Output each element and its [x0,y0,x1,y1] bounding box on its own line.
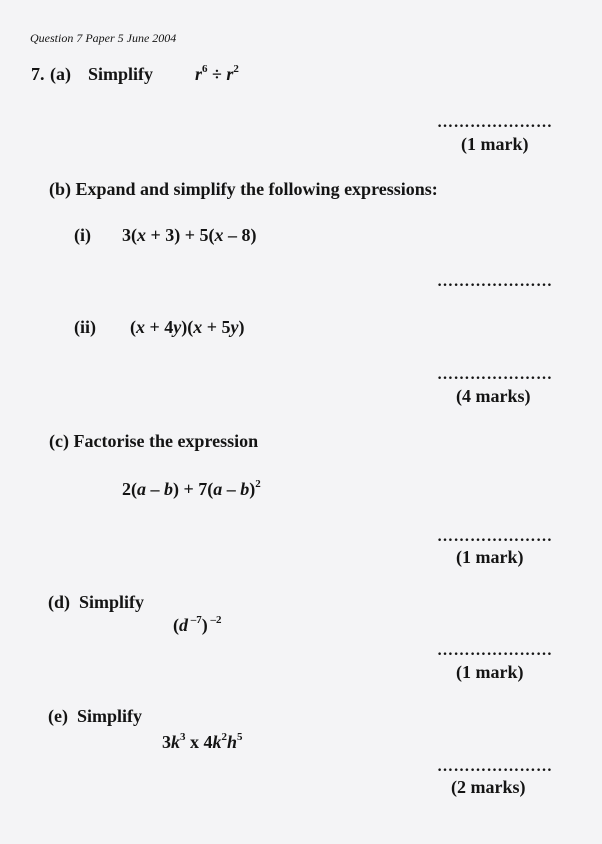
part-d-marks: (1 mark) [456,662,524,682]
part-a-answer-line: ………………… [437,114,553,131]
part-d-expression: (d $^{-7}$) $^{-2}$ [173,614,222,635]
part-c-expression: 2(a – b) + 7(a – b)$^2$ [122,478,261,499]
part-a-label: (a) [50,64,71,84]
part-b-ii-expression: (x + 4y)(x + 5y) [130,317,245,337]
part-e-marks: (2 marks) [451,777,526,797]
part-d-answer-line: ………………… [437,642,553,659]
part-a-instruction: Simplify [88,64,154,84]
part-c-heading: (c) Factorise the expression [49,431,259,451]
paper-header: Question 7 Paper 5 June 2004 [30,31,177,45]
part-e-answer-line: ………………… [437,758,553,775]
part-d-heading: (d) Simplify [48,592,145,612]
part-e-expression: $3k^3$ x $4k^2h^5$ [162,731,243,752]
part-e-heading: (e) Simplify [48,706,142,726]
part-b-heading: (b) Expand and simplify the following expressions: [49,179,438,199]
part-b-ii-answer-line: ………………… [437,366,553,383]
part-c-answer-line: ………………… [437,528,553,545]
question-number: 7. [31,64,45,84]
part-b-ii-label: (ii) [74,317,96,337]
part-a-expression: $r^6 \div r^2$ [195,63,239,84]
part-b-marks: (4 marks) [456,386,531,406]
part-c-marks: (1 mark) [456,547,524,567]
part-b-i-label: (i) [74,225,91,245]
part-b-i-expression: 3(x + 3) + 5(x – 8) [122,225,257,245]
part-a-marks: (1 mark) [461,134,529,154]
part-b-i-answer-line: ………………… [437,273,553,290]
